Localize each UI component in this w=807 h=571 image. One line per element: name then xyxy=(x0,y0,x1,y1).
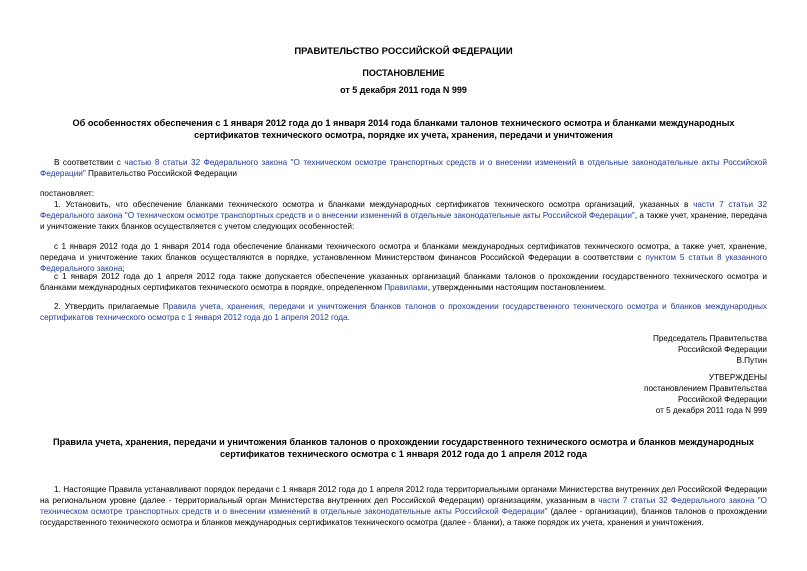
document-title: Об особенностях обеспечения с 1 января 2012 года до 1 января 2014 года бланками талонов технического осмотра и бланками международных сертификатов технического осмотра, порядке их учета, хранения, передачи и уничтожения xyxy=(72,118,735,140)
document-date-number: от 5 декабря 2011 года N 999 xyxy=(340,85,467,95)
rules-item1-text-end: (далее - организации), бланков талонов о прохождении государственного технического осмотра и бланков международных сертификатов технического осмотра (далее - бланки), а также порядок их учета, хранения и уничтожения. xyxy=(40,507,767,527)
item2-text: 2. Утвердить прилагаемые xyxy=(54,302,163,311)
signature-name: В.Путин xyxy=(736,356,767,365)
approval-date: от 5 декабря 2011 года N 999 xyxy=(655,406,767,415)
approval-block xyxy=(644,372,767,416)
preamble-law-link[interactable]: частью 8 статьи 32 Федерального закона "О техническом осмотре транспортных средств и о внесении изменений в отдельные законодательные акты Российской Федерации" xyxy=(40,158,767,178)
rules-item1-law-link[interactable]: части 7 статьи 32 Федерального закона "О техническом осмотре транспортных средств и о внесении изменений в отдельные законодательные акты Российской Федерации" xyxy=(40,496,767,516)
item1-text: 1. Установить, что обеспечение бланками технического осмотра и бланками международных сертификатов технического осмотра организаций, указанных в xyxy=(54,200,694,209)
resolves-paragraph: постановляет: xyxy=(40,189,95,198)
government-heading: ПРАВИТЕЛЬСТВО РОССИЙСКОЙ ФЕДЕРАЦИИ xyxy=(294,46,513,57)
item1a-text-end: ; xyxy=(122,264,125,273)
item1-paragraph xyxy=(40,199,767,232)
rules-item1-text: 1. Настоящие Правила устанавливают порядок передачи с 1 января 2012 года до 1 апреля 2012 года территориальными органами Министерства внутренних дел Российской Федерации на региональном уровне (далее - территориальный орган Министерства внутренних дел Российской Федерации) организациям, указанным в xyxy=(40,485,767,505)
preamble-text-end: Правительство Российской Федерации xyxy=(85,169,237,178)
rules-title: Правила учета, хранения, передачи и уничтожения бланков талонов о прохождении государственного технического осмотра и бланков международных сертификатов технического осмотра с 1 января 2012 года до 1 апреля 2012 года xyxy=(53,437,754,459)
item1b-paragraph xyxy=(40,271,767,293)
signature-body: Российской Федерации xyxy=(677,345,767,354)
item2-rules-link[interactable]: Правила учета, хранения, передачи и уничтожения бланков талонов о прохождении государственного технического осмотра и бланков международных сертификатов технического осмотра с 1 января 2012 года до 1 апреля 2012 года xyxy=(40,302,767,322)
signature-position: Председатель Правительства xyxy=(652,334,767,343)
item1b-rules-link[interactable]: Правилами xyxy=(384,283,428,292)
item1a-law-link[interactable]: пунктом 5 статьи 8 указанного Федерального закона xyxy=(40,253,767,273)
preamble-text: В соответствии с xyxy=(54,158,125,167)
rules-item1-paragraph xyxy=(40,484,767,528)
item1b-text: с 1 января 2012 года до 1 апреля 2012 года также допускается обеспечение указанных организаций бланками талонов о прохождении государственного технического осмотра и бланками международных сертификатов технического осмотра в порядке, определенном xyxy=(40,272,767,292)
item1a-paragraph xyxy=(40,241,767,274)
item1a-text: с 1 января 2012 года до 1 января 2014 года обеспечение бланками технического осмотра и бланками международных сертификатов технического осмотра, а также учет, хранение, передача и уничтожение таких бланков осуществляются в порядке, установленном Министерством финансов Российской Федерации в соответствии с xyxy=(40,242,767,262)
item1-text-end: , а также учет, хранение, передача и уничтожение таких бланков осуществляется с учетом следующих особенностей: xyxy=(40,211,767,231)
item1b-text-end: , утвержденными настоящим постановлением. xyxy=(427,283,607,292)
item2-text-end: . xyxy=(347,313,350,322)
item1-law-link[interactable]: части 7 статьи 32 Федерального закона "О техническом осмотре транспортных средств и о внесении изменений в отдельные законодательные акты Российской Федерации" xyxy=(40,200,767,220)
approval-label: УТВЕРЖДЕНЫ xyxy=(708,373,767,382)
preamble-paragraph xyxy=(40,157,767,179)
item2-paragraph xyxy=(40,301,767,323)
document-type: ПОСТАНОВЛЕНИЕ xyxy=(362,68,445,78)
approval-body: Российской Федерации xyxy=(677,395,767,404)
signature-block xyxy=(653,333,767,366)
approval-by: постановлением Правительства xyxy=(644,384,767,393)
